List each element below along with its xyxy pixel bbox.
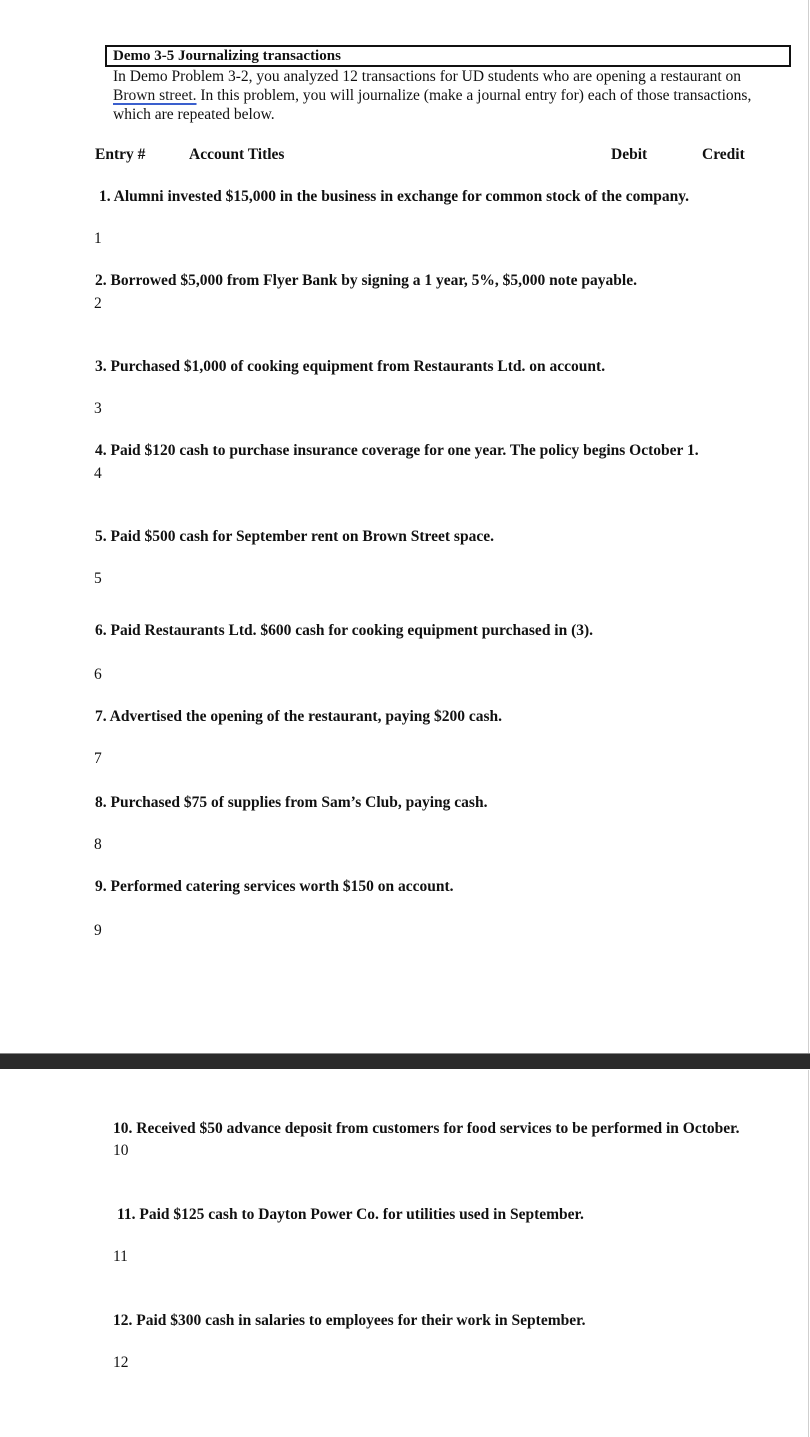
entry-number-11: 11 xyxy=(113,1248,128,1265)
transaction-7: 7. Advertised the opening of the restaurant, paying $200 cash. xyxy=(95,708,503,725)
transaction-6: 6. Paid Restaurants Ltd. $600 cash for cooking equipment purchased in (3). xyxy=(95,622,594,639)
transaction-1: 1. Alumni invested $15,000 in the business in exchange for common stock of the company. xyxy=(99,188,690,205)
transaction-4: 4. Paid $120 cash to purchase insurance coverage for one year. The policy begins October 1. xyxy=(95,442,699,459)
entry-number-4: 4 xyxy=(94,465,102,482)
entry-number-3: 3 xyxy=(94,400,102,417)
transaction-2: 2. Borrowed $5,000 from Flyer Bank by signing a 1 year, 5%, $5,000 note payable. xyxy=(95,272,637,289)
transaction-9: 9. Performed catering services worth $150 on account. xyxy=(95,878,454,895)
header-account-titles: Account Titles xyxy=(189,146,285,163)
intro-line-2 xyxy=(113,87,751,105)
entry-number-9: 9 xyxy=(94,922,102,939)
header-debit: Debit xyxy=(611,146,648,163)
entry-number-10: 10 xyxy=(113,1142,129,1159)
entry-number-12: 12 xyxy=(113,1354,129,1371)
entry-number-8: 8 xyxy=(94,836,102,853)
entry-number-1: 1 xyxy=(94,230,102,247)
brown-street-link[interactable]: Brown street. xyxy=(113,87,197,104)
header-entry-number: Entry # xyxy=(95,146,146,163)
intro-line-3: which are repeated below. xyxy=(113,106,275,123)
entry-number-7: 7 xyxy=(94,750,102,767)
header-credit: Credit xyxy=(702,146,745,163)
entry-number-2: 2 xyxy=(94,295,102,312)
entry-number-6: 6 xyxy=(94,666,102,683)
intro-title: Demo 3-5 Journalizing transactions xyxy=(113,48,341,64)
transaction-8: 8. Purchased $75 of supplies from Sam’s Club, paying cash. xyxy=(95,794,488,811)
entry-number-5: 5 xyxy=(94,570,102,587)
page-separator xyxy=(0,1053,810,1069)
transaction-10: 10. Received $50 advance deposit from customers for food services to be performed in October. xyxy=(113,1120,740,1137)
intro-line-2-rest: In this problem, you will journalize (make a journal entry for) each of those transactions, xyxy=(196,87,752,104)
transaction-3: 3. Purchased $1,000 of cooking equipment from Restaurants Ltd. on account. xyxy=(95,358,606,375)
document-page-2 xyxy=(0,1070,809,1437)
transaction-12: 12. Paid $300 cash in salaries to employees for their work in September. xyxy=(113,1312,586,1329)
transaction-5: 5. Paid $500 cash for September rent on Brown Street space. xyxy=(95,528,494,545)
intro-line-1: In Demo Problem 3-2, you analyzed 12 transactions for UD students who are opening a restaurant on xyxy=(113,68,742,85)
transaction-11: 11. Paid $125 cash to Dayton Power Co. for utilities used in September. xyxy=(117,1206,584,1223)
